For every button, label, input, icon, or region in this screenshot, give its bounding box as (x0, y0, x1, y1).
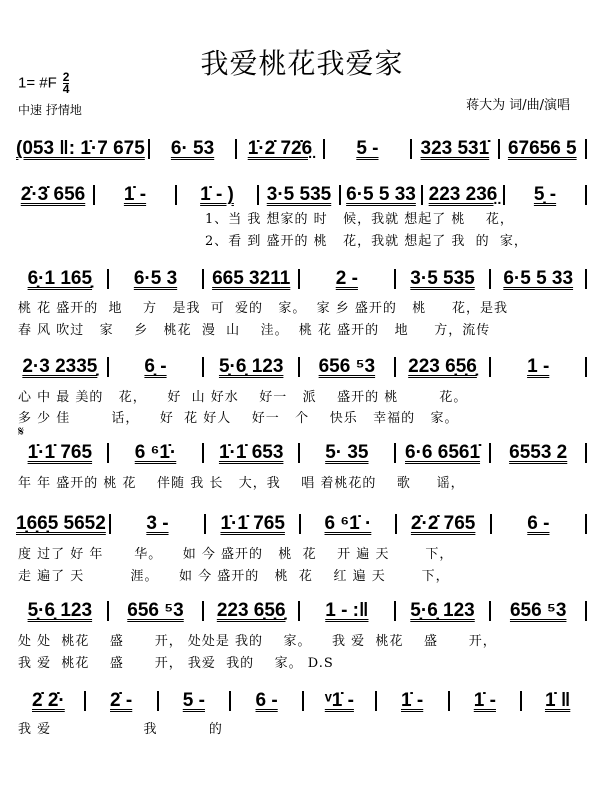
measure: 5̣·6̣ 123 (218, 356, 284, 377)
barline (585, 443, 587, 463)
lyric-line: 多 少 佳 话， 好 花 好人 好一 个 快乐 幸福的 家。 (18, 411, 459, 426)
key-label: 1= #F (18, 74, 57, 92)
measure: 5· 35 (325, 442, 369, 463)
measure: 1 - (527, 356, 550, 377)
barline (585, 357, 587, 377)
lyric-line: 桃 花 盛开的 地 方 是我 可 爱的 家。 家 乡 盛开的 桃 花，是我 (18, 301, 508, 316)
measure: 2̇·2̇ 765 (410, 513, 476, 534)
measure: 6 - (527, 513, 550, 534)
barline (148, 139, 150, 159)
measure: 5̣·6̣ 123 (27, 600, 93, 621)
tempo-marking: 中速 抒情地 (18, 103, 82, 117)
barline (93, 185, 95, 205)
barline (323, 139, 325, 159)
measure: 6·5 3 (133, 268, 178, 289)
notation-row (16, 690, 590, 712)
measure: 656 ⁵3 (318, 356, 376, 377)
measure: 1 - :‖ (325, 600, 369, 621)
measure: 5̣·6̣ 123 (410, 600, 475, 621)
measure: 1̇ - (473, 690, 496, 711)
barline (585, 139, 587, 159)
song-title: 我爱桃花我爱家 (200, 47, 404, 80)
barline (585, 601, 587, 621)
barline (107, 357, 109, 377)
time-signature (63, 72, 70, 95)
measure: 223 236̤ (428, 184, 498, 205)
barline (489, 601, 491, 621)
barline (394, 357, 396, 377)
barline (109, 514, 111, 534)
measure: 3 - (146, 513, 169, 534)
measure: 5 - (182, 690, 205, 711)
barline (585, 514, 587, 534)
barline (489, 357, 491, 377)
barline (394, 269, 396, 289)
barline (421, 185, 423, 205)
measure: 1̇ ‖ (544, 690, 571, 711)
barline (339, 185, 341, 205)
barline (490, 514, 492, 534)
measure: 665 3211 (212, 268, 291, 289)
lyric-line: 走 遍了 天 涯。 如 今 盛开的 桃 花 红 遍 天 下， (18, 569, 450, 584)
measure: 67656 5 (507, 138, 577, 159)
notation-row (16, 600, 590, 622)
measure: 6 ⁶1̇ · (324, 513, 372, 534)
measure: 3·5 535 (266, 184, 332, 205)
barline (585, 185, 587, 205)
measure: 2̇ 2̇· (32, 690, 65, 711)
time-top: 2 (62, 70, 70, 84)
measure: 1̇·1̇ 765 (220, 513, 285, 534)
measure: 1̇·1̇ 653 (218, 442, 284, 463)
barline (202, 269, 204, 289)
barline (394, 601, 396, 621)
measure: 6·5 5 33 (503, 268, 574, 289)
notation-row (16, 442, 590, 464)
barline (107, 443, 109, 463)
barline (375, 691, 377, 711)
lyric-line: 处 处 桃花 盛 开， 处处是 我的 家。 我 爱 桃花 盛 开， (18, 634, 497, 649)
barline (257, 185, 259, 205)
barline (498, 139, 500, 159)
barline (503, 185, 505, 205)
barline (299, 514, 301, 534)
lyric-line: 1、当 我 想家的 时 候，我就 想起了 桃 花， (205, 212, 514, 227)
measure: (053 ‖: 1̇·7 675 (16, 138, 145, 159)
barline (298, 601, 300, 621)
measure: 6̣·1 165̣̣ (27, 268, 93, 289)
measure: ᵛ1̇ - (324, 690, 354, 711)
measure: 6 ⁶1̇· (134, 442, 177, 463)
segno-icon: 𝄋 (18, 424, 25, 440)
notation-row (16, 356, 590, 378)
notation-row (16, 138, 590, 160)
measure: 223 6̣5̣6̣ (216, 600, 286, 621)
measure: 656 ⁵3 (127, 600, 184, 621)
credits: 蒋大为 词/曲/演唱 (466, 98, 570, 113)
barline (107, 601, 109, 621)
lyric-line: 春 风 吹过 家 乡 桃花 漫 山 洼。 桃 花 盛开的 地 方，流传 (18, 323, 491, 338)
measure: 6·5 5 33 (346, 184, 416, 205)
measure: 1̇ - (401, 690, 424, 711)
measure: 656 ⁵3 (509, 600, 567, 621)
barline (202, 443, 204, 463)
measure: 1̣6̣6̣5 5652 (16, 513, 106, 534)
barline (585, 269, 587, 289)
time-bottom: 4 (62, 82, 70, 96)
measure: 2̇ - (110, 690, 133, 711)
barline (489, 443, 491, 463)
measure: 6553 2 (509, 442, 568, 463)
barline (302, 691, 304, 711)
measure: 2·3 2335̣ (22, 356, 98, 377)
measure: 223 6̣5̣6̣ (408, 356, 477, 377)
measure: 1̇·1̇ 765 (27, 442, 93, 463)
measure: 2 - (335, 268, 358, 289)
measure: 6̣ - (144, 356, 167, 377)
lyric-line: 度 过了 好 年 华。 如 今 盛开的 桃 花 开 遍 天 下， (18, 547, 454, 562)
measure: 5 - (356, 138, 379, 159)
barline (410, 139, 412, 159)
barline (84, 691, 86, 711)
barline (202, 357, 204, 377)
barline (489, 269, 491, 289)
barline (395, 514, 397, 534)
barline (520, 691, 522, 711)
barline (157, 691, 159, 711)
measure: 1̇ - (123, 184, 147, 205)
notation-row (16, 268, 590, 290)
lyric-line: 2、看 到 盛开的 桃 花，我就 想起了 我 的 家， (205, 234, 528, 249)
lyric-line: 我 爱 桃花 盛 开， 我爱 我的 家。 D.S (18, 656, 334, 671)
barline (229, 691, 231, 711)
measure: 6 - (255, 690, 278, 711)
barline (204, 514, 206, 534)
barline (298, 269, 300, 289)
lyric-line: 心 中 最 美的 花， 好 山 好水 好一 派 盛开的 桃 花。 (18, 390, 468, 405)
barline (235, 139, 237, 159)
measure: 3·5 535 (410, 268, 475, 289)
barline (175, 185, 177, 205)
barline (202, 601, 204, 621)
barline (107, 269, 109, 289)
barline (448, 691, 450, 711)
lyric-line: 我 爱 我 的 (18, 722, 223, 737)
measure: 1̇·2̇ 72̇6̤ (247, 138, 313, 159)
measure: 2̇·3̇ 656 (20, 184, 86, 205)
measure: 323 531̇ (420, 138, 490, 159)
key-signature (18, 72, 69, 95)
notation-row (16, 513, 590, 535)
notation-row (16, 184, 590, 206)
measure: 6· 53 (170, 138, 215, 159)
measure: 6·6 6561̇ (405, 442, 481, 463)
measure: 5̣ - (533, 184, 557, 205)
barline (394, 443, 396, 463)
measure: 1̇ - ) (200, 184, 234, 205)
barline (298, 443, 300, 463)
barline (298, 357, 300, 377)
lyric-line: 年 年 盛开的 桃 花 伴随 我 长 大，我 唱 着桃花的 歌 谣， (18, 476, 465, 491)
